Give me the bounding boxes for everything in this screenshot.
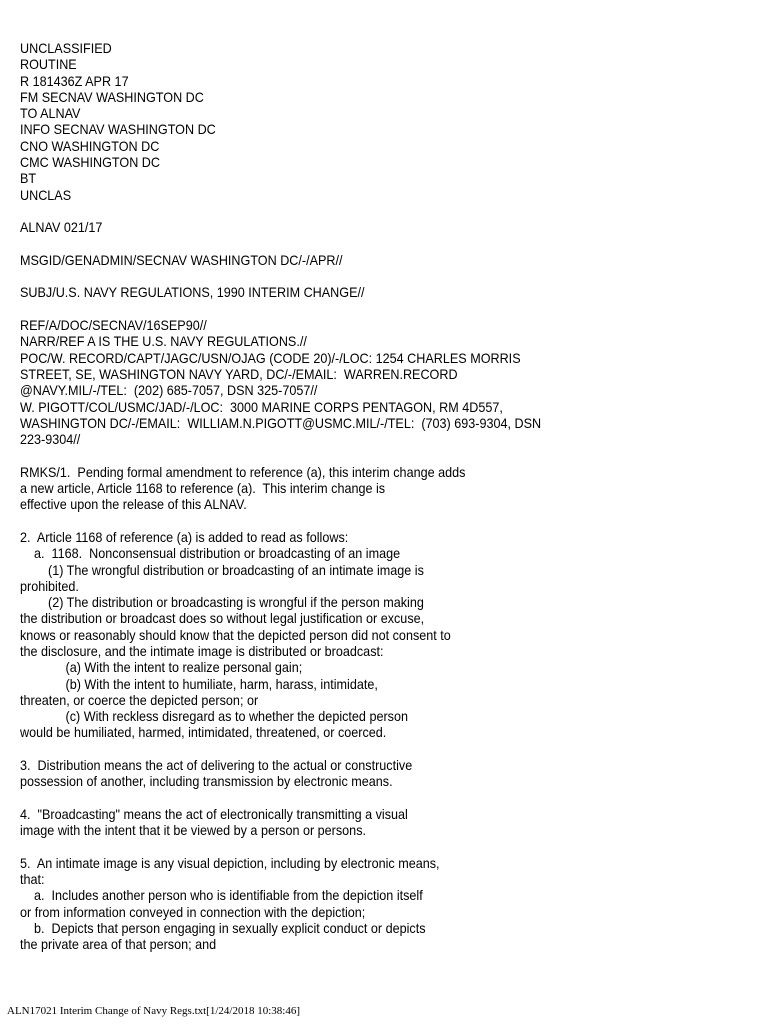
text-line: POC/W. RECORD/CAPT/JAGC/USN/OJAG (CODE 20)/-/LOC: 1254 CHARLES MORRIS: [20, 349, 521, 366]
text-line: the disclosure, and the intimate image is distributed or broadcast:: [20, 642, 384, 659]
text-line: WASHINGTON DC/-/EMAIL: WILLIAM.N.PIGOTT@USMC.MIL/-/TEL: (703) 693-9304, DSN: [20, 414, 542, 431]
text-line: or from information conveyed in connection with the depiction;: [20, 903, 366, 920]
text-line: threaten, or coerce the depicted person; or: [20, 691, 259, 708]
blank-line: [20, 513, 524, 529]
text-line: the private area of that person; and: [20, 936, 217, 953]
blank-line: [20, 447, 524, 463]
message-body: [20, 40, 542, 953]
text-line: REF/A/DOC/SECNAV/16SEP90//: [20, 317, 207, 334]
text-line: BT: [20, 170, 37, 187]
page-footer: ALN17021 Interim Change of Navy Regs.txt[1/24/2018 10:38:46]: [7, 1005, 300, 1017]
text-line: (1) The wrongful distribution or broadcasting of an intimate image is: [20, 561, 424, 578]
text-line: 3. Distribution means the act of delivering to the actual or constructive: [20, 757, 413, 774]
text-line: NARR/REF A IS THE U.S. NAVY REGULATIONS.//: [20, 333, 307, 350]
text-line: the distribution or broadcast does so without legal justification or excuse,: [20, 610, 425, 627]
text-line: STREET, SE, WASHINGTON NAVY YARD, DC/-/EMAIL: WARREN.RECORD: [20, 365, 458, 382]
text-line: CMC WASHINGTON DC: [20, 154, 161, 171]
blank-line: [20, 301, 524, 317]
blank-line: [20, 236, 524, 252]
text-line: would be humiliated, harmed, intimidated, threatened, or coerced.: [20, 724, 387, 741]
text-line: ROUTINE: [20, 56, 77, 73]
text-line: (c) With reckless disregard as to whether the depicted person: [20, 708, 408, 725]
text-line: SUBJ/U.S. NAVY REGULATIONS, 1990 INTERIM CHANGE//: [20, 284, 365, 301]
text-line: effective upon the release of this ALNAV.: [20, 496, 247, 513]
text-line: b. Depicts that person engaging in sexually explicit conduct or depicts: [20, 920, 426, 937]
text-line: 223-9304//: [20, 431, 81, 448]
text-line: that:: [20, 871, 45, 888]
text-line: W. PIGOTT/COL/USMC/JAD/-/LOC: 3000 MARINE CORPS PENTAGON, RM 4D557,: [20, 398, 503, 415]
text-line: INFO SECNAV WASHINGTON DC: [20, 121, 216, 138]
text-line: prohibited.: [20, 577, 79, 594]
text-line: RMKS/1. Pending formal amendment to reference (a), this interim change adds: [20, 463, 466, 480]
text-line: CNO WASHINGTON DC: [20, 137, 160, 154]
text-line: 2. Article 1168 of reference (a) is added to read as follows:: [20, 528, 349, 545]
text-line: a new article, Article 1168 to reference (a). This interim change is: [20, 480, 386, 497]
text-line: ALNAV 021/17: [20, 219, 103, 236]
text-line: (2) The distribution or broadcasting is wrongful if the person making: [20, 594, 424, 611]
blank-line: [20, 268, 524, 284]
text-line: a. 1168. Nonconsensual distribution or broadcasting of an image: [20, 545, 401, 562]
text-line: FM SECNAV WASHINGTON DC: [20, 88, 204, 105]
text-line: UNCLAS: [20, 186, 72, 203]
blank-line: [20, 839, 524, 855]
blank-line: [20, 741, 524, 757]
text-line: 4. "Broadcasting" means the act of electronically transmitting a visual: [20, 805, 408, 822]
text-line: TO ALNAV: [20, 105, 81, 122]
text-line: UNCLASSIFIED: [20, 40, 112, 56]
blank-line: [20, 790, 524, 806]
text-line: knows or reasonably should know that the depicted person did not consent to: [20, 626, 451, 643]
text-line: 5. An intimate image is any visual depiction, including by electronic means,: [20, 854, 440, 871]
text-line: (b) With the intent to humiliate, harm, harass, intimidate,: [20, 675, 378, 692]
text-line: @NAVY.MIL/-/TEL: (202) 685-7057, DSN 325-7057//: [20, 382, 318, 399]
blank-line: [20, 203, 524, 219]
text-line: possession of another, including transmission by electronic means.: [20, 773, 393, 790]
text-line: R 181436Z APR 17: [20, 72, 129, 89]
text-line: MSGID/GENADMIN/SECNAV WASHINGTON DC/-/APR//: [20, 251, 343, 268]
text-line: (a) With the intent to realize personal gain;: [20, 659, 303, 676]
text-line: a. Includes another person who is identifiable from the depiction itself: [20, 887, 423, 904]
text-line: image with the intent that it be viewed by a person or persons.: [20, 822, 367, 839]
